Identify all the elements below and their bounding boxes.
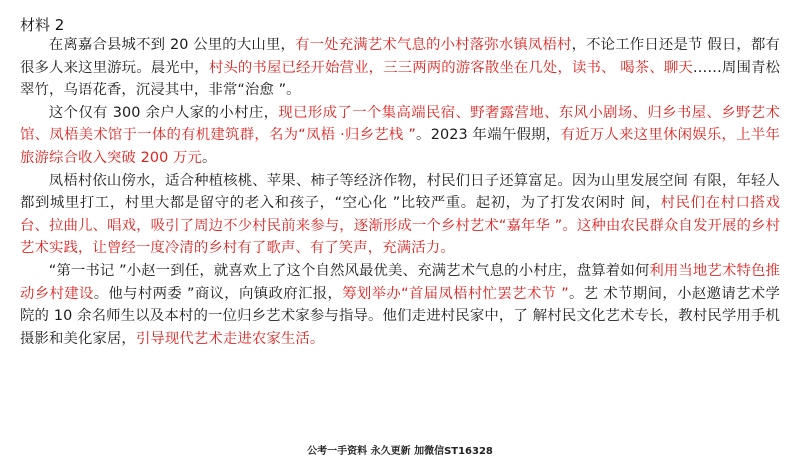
highlighted-text: 引导现代艺术走进农家生活。 xyxy=(135,330,325,347)
paragraph xyxy=(20,260,780,350)
highlighted-text: 村头的书屋已经开始营业，三三两两的游客散坐在几处，读书、 喝茶、聊天 xyxy=(208,59,693,76)
body-text: 在离嘉合县城不到 20 公里的大山里， xyxy=(48,37,296,53)
paragraph xyxy=(20,34,780,102)
body-text: “第一书记 ”小赵一到任，就喜欢上了这个自然风最优美、充满艺术气息的小村庄，盘算着如何 xyxy=(48,262,650,279)
highlighted-text: 有近万人来这里休闲娱乐，上半年旅游综合收入突破 200 万元 xyxy=(20,127,780,166)
highlighted-text: 有一处充满艺术气息的小村落弥水镇凤梧村 xyxy=(295,37,572,53)
highlighted-text: 村民们在村口搭戏台、拉曲儿、唱戏，吸引了周边不少村民前来参与，逐渐形成一个乡村艺术“嘉年华 ”。这种由农民群众自发开展的乡村艺术实践，让曾经一度冷清的乡村有了歌声、有了笑声，充满活力。 xyxy=(20,195,780,257)
body-text: ……周围青松翠竹，乌语花香，沉浸其中，非常“治愈 ”。 xyxy=(20,59,780,99)
body-text: 。 xyxy=(202,149,217,166)
material-heading: 材料 2 xyxy=(20,16,65,34)
body-text: 。他与村两委 ”商议，向镇政府汇报， xyxy=(93,285,343,302)
body-text: 凤梧村依山傍水，适合种植核桃、苹果、柿子等经济作物，村民们日子还算富足。因为山里发展空间 有限，年轻人都到城里打工，村里大都是留守的老入和孩子，“空心化 ”比较严重。起初，为了打发农闲时 间， xyxy=(20,172,780,212)
body-text: 。艺 术节期间，小赵邀请艺术学院的 10 余名师生以及本村的一位归乡艺术家参与指导。他们走进村民家中，了 解村民文化艺术专长，教村民学用手机摄影和美化家居， xyxy=(20,285,780,347)
body-text: 。2023 年端午假期， xyxy=(415,127,561,144)
highlighted-text: 利用当地艺术特色推动乡村建设 xyxy=(20,262,780,302)
paragraph xyxy=(20,102,780,170)
body-text: 这个仅有 300 余户人家的小村庄， xyxy=(48,104,279,121)
body-text: ，不论工作日还是节 假日，都有很多人来这里游玩。晨光中， xyxy=(20,37,780,76)
highlighted-text: 现已形成了一个集高端民宿、野奢露营地、东风小剧场、归乡书屋、乡野艺术馆、凤梧美术馆于一体的有机建筑群，名为“凤梧 ·归乡艺栈 ” xyxy=(20,104,780,144)
highlighted-text: 筹划举办“首届凤梧村忙罢艺术节 ” xyxy=(342,285,569,302)
footer-note: 公考一手资料 永久更新 加微信ST16328 xyxy=(307,446,493,457)
document-body xyxy=(20,34,780,350)
paragraph xyxy=(20,170,780,260)
